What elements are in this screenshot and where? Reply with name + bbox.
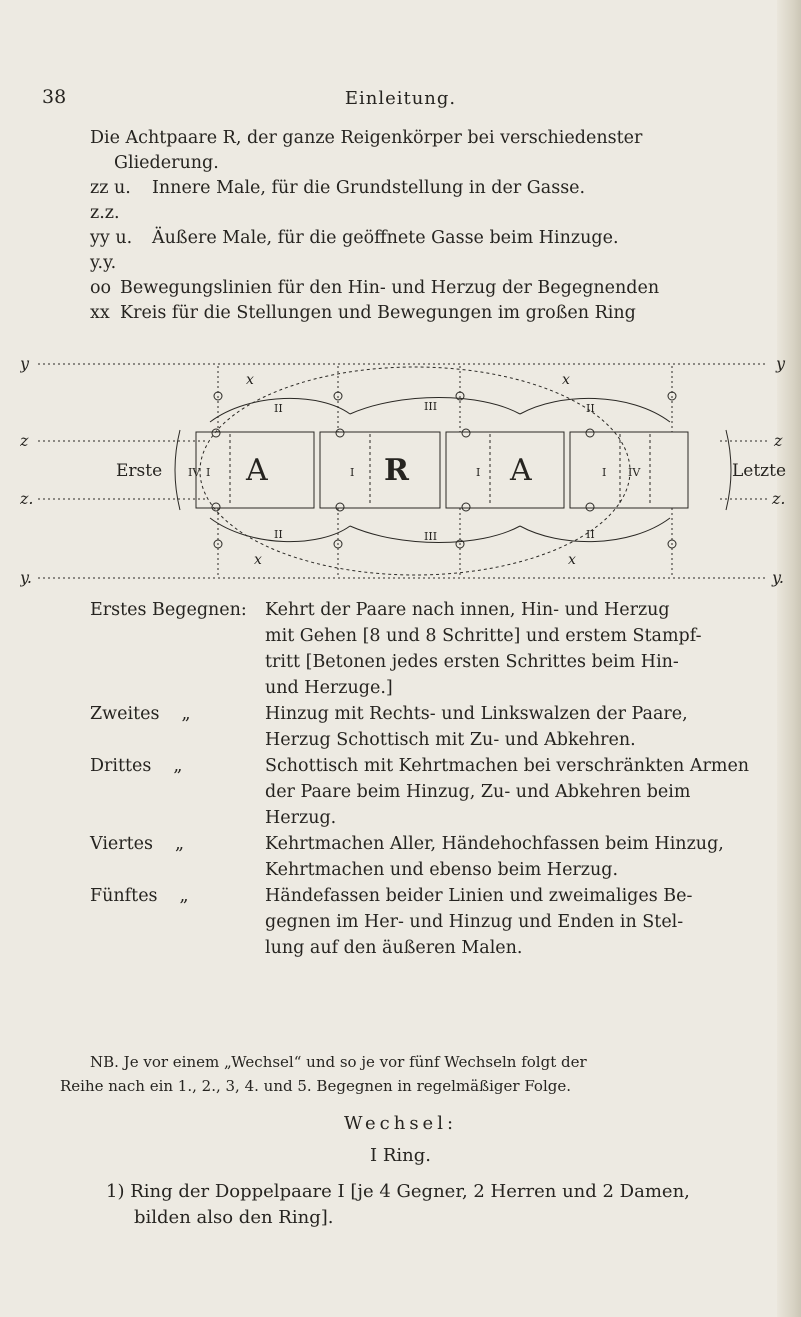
legend-text: Innere Male, für die Grundstellung in der Gasse. [152, 178, 586, 198]
section-title-wechsel: Wechsel: [343, 1113, 458, 1134]
step-description: Schottisch mit Kehrtmachen bei verschränkten Armen der Paare beim Hinzug, Zu- und Abkehren beim Herzug. [265, 756, 750, 828]
nb-line: Reihe nach ein 1., 2., 3, 4. und 5. Begegnen in regelmäßiger Folge. [60, 1077, 571, 1095]
legend-row [90, 276, 760, 301]
label-letzte: Letzte [732, 461, 787, 481]
nota-bene [60, 1050, 770, 1098]
arc-label-bottom: III [424, 530, 438, 543]
legend-key: xx [90, 303, 110, 323]
label-z2-right: z. [772, 489, 786, 508]
step-label: Drittes „ [90, 753, 265, 831]
x-mark: x [254, 552, 262, 568]
nb-line: NB. Je vor einem „Wechsel“ und so je vor fünf Wechseln folgt der [90, 1053, 587, 1071]
ditto-mark: „ [175, 834, 185, 854]
roman-iv-right: IV [628, 466, 641, 479]
step-row [90, 883, 780, 961]
x-mark: x [568, 552, 576, 568]
arc-bottom-3 [520, 518, 670, 542]
step-description: Hinzug mit Rechts- und Linkswalzen der Paare, Herzug Schottisch mit Zu- und Abkehren. [265, 704, 688, 750]
ditto-mark: „ [173, 756, 183, 776]
label-y-right: y [776, 354, 786, 373]
roman-i: I [350, 466, 355, 479]
roman-i: I [206, 466, 211, 479]
block-label-a: A [246, 453, 268, 488]
reigen-diagram [20, 352, 790, 588]
page-number: 38 [42, 86, 67, 108]
legend-intro: Die Achtpaare R, der ganze Reigenkörper bei verschiedenster [90, 128, 643, 148]
ditto-mark: „ [179, 886, 189, 906]
step-row [90, 753, 780, 831]
block-label-a: A [510, 453, 532, 488]
label-z: z [20, 431, 29, 450]
label-z2: z. [20, 489, 34, 508]
label-z-right: z [774, 431, 783, 450]
step-description: Kehrtmachen Aller, Händehochfassen beim Hinzug, Kehrtmachen und ebenso beim Herzug. [265, 834, 724, 880]
arc-label-bottom: II [586, 528, 595, 541]
legend-row [90, 176, 760, 226]
step-label: Viertes „ [90, 831, 265, 883]
block-a-middle [446, 432, 564, 508]
legend-key: zz u. z.z. [90, 178, 131, 223]
bracket-left [175, 430, 180, 510]
step-row [90, 831, 780, 883]
figure-legend [90, 126, 760, 326]
step-label: Zweites „ [90, 701, 265, 753]
legend-key: yy u. y.y. [90, 228, 133, 273]
legend-row [90, 301, 760, 326]
roman-i: I [602, 466, 607, 479]
block-r [320, 432, 440, 508]
arc-label-top: III [424, 400, 438, 413]
ring-paragraph [106, 1179, 776, 1231]
arc-label-top: II [274, 402, 283, 415]
roman-iv-left: IV [188, 466, 201, 479]
legend-key: oo [90, 278, 112, 298]
block-label-r: R [384, 453, 409, 488]
arc-label-top: II [586, 402, 595, 415]
paragraph-line: bilden also den Ring]. [134, 1207, 334, 1228]
x-mark: x [562, 372, 570, 388]
step-label: Erstes Begegnen: [90, 600, 247, 620]
label-y2-right: y. [772, 568, 784, 587]
arc-top-3 [520, 398, 670, 422]
begegnen-list [90, 597, 780, 961]
legend-text: Kreis für die Stellungen und Bewegungen im großen Ring [120, 303, 636, 323]
step-description: Händefassen beider Linien und zweimaliges Be- gegnen im Her- und Hinzug und Enden in Stel- lung auf den äußeren Malen. [265, 886, 693, 958]
legend-intro-cont: Gliederung. [114, 153, 219, 173]
label-y: y [20, 354, 30, 373]
label-y2: y. [20, 568, 32, 587]
arc-label-bottom: II [274, 528, 283, 541]
label-erste: Erste [116, 461, 163, 481]
roman-i: I [476, 466, 481, 479]
legend-text: Bewegungslinien für den Hin- und Herzug der Begegnenden [120, 278, 660, 298]
step-row [90, 701, 780, 753]
running-header: Einleitung. [344, 88, 457, 109]
paragraph-line: 1) Ring der Doppelpaare I [je 4 Gegner, 2 Herren und 2 Damen, [106, 1181, 690, 1202]
step-row [90, 597, 780, 701]
ditto-mark: „ [181, 704, 191, 724]
diagram-svg [20, 352, 790, 588]
legend-row [90, 226, 760, 276]
x-mark: x [246, 372, 254, 388]
legend-text: Äußere Male, für die geöffnete Gasse beim Hinzuge. [152, 228, 619, 248]
step-label: Fünftes „ [90, 883, 265, 961]
subsection-title-ring: I Ring. [370, 1145, 431, 1166]
step-description: Kehrt der Paare nach innen, Hin- und Herzug mit Gehen [8 und 8 Schritte] und erstem Stampf- tritt [Betonen jedes ersten Schrittes beim Hin- und Herzuge.] [265, 600, 702, 698]
bracket-right [726, 430, 731, 510]
